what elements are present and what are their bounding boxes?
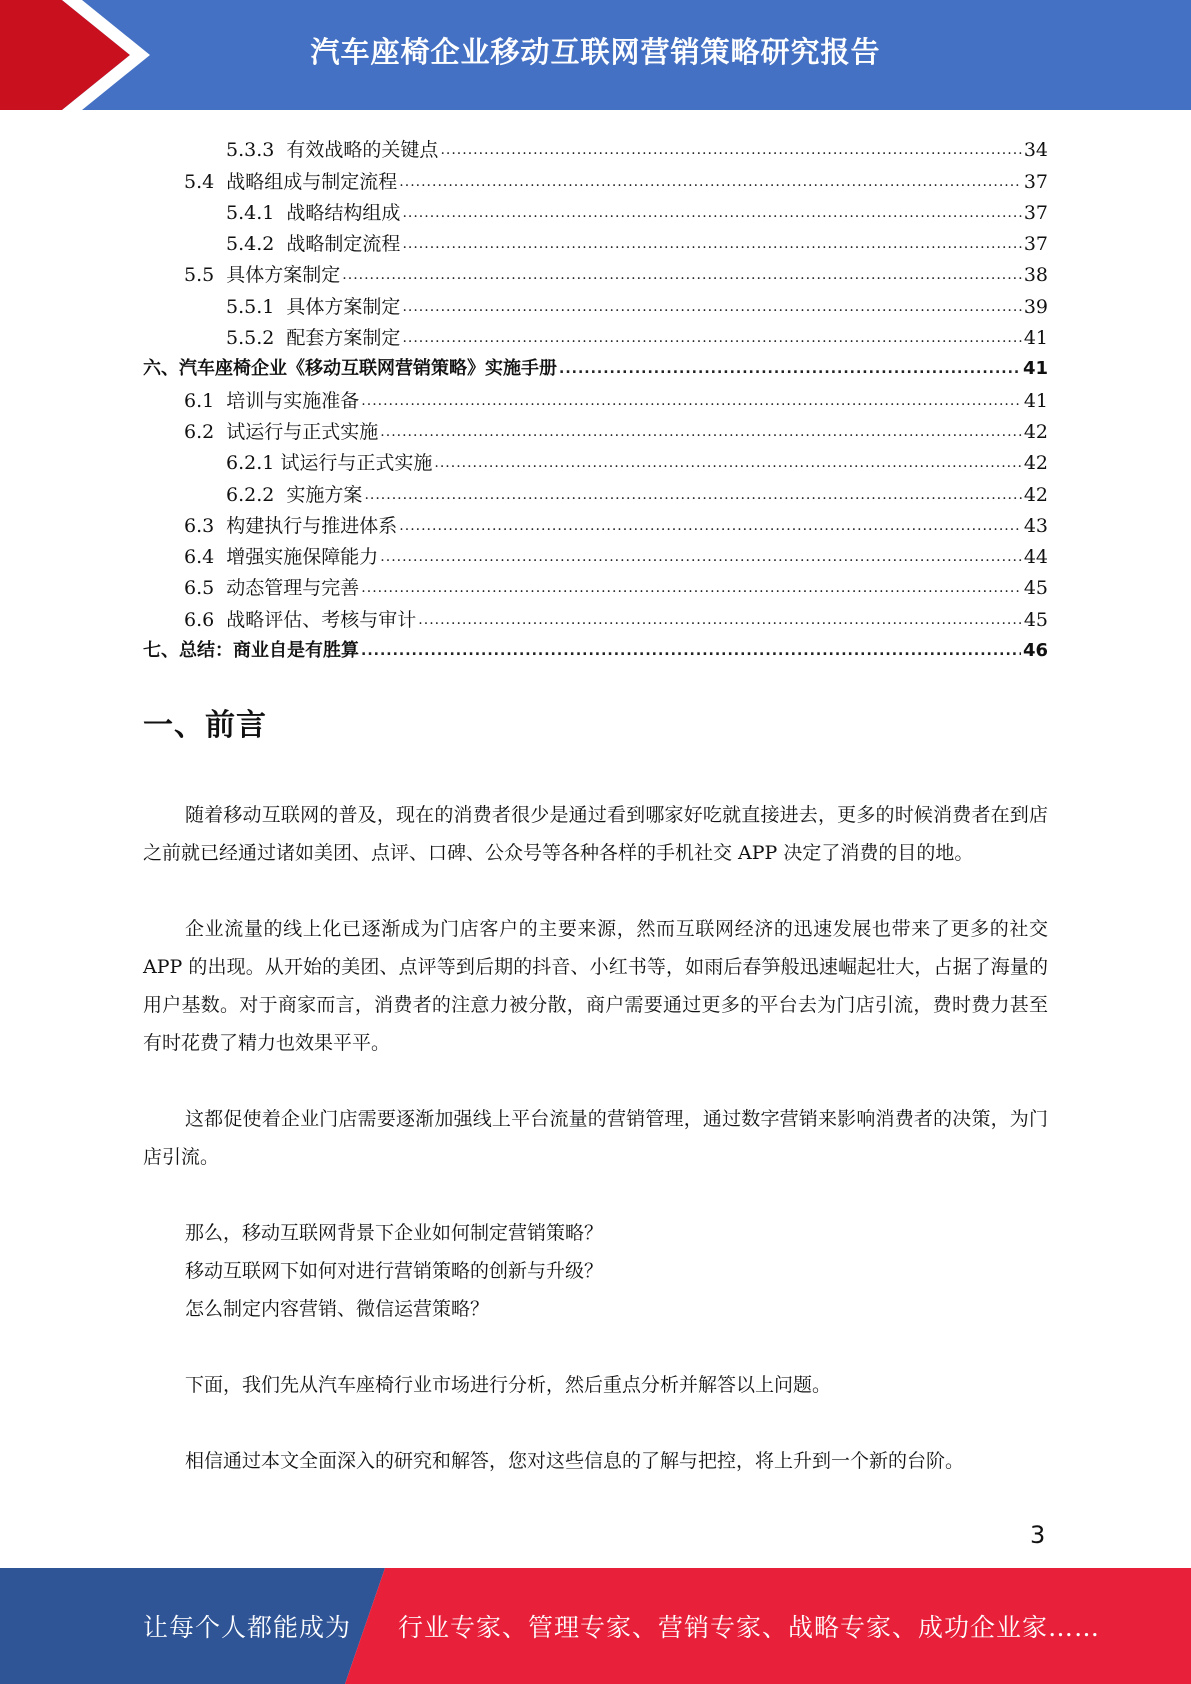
toc-entry[interactable] — [143, 599, 1048, 630]
page-number: 3 — [1030, 1521, 1046, 1549]
toc-entry-label: 6.4 增强实施保障能力 — [184, 546, 379, 569]
toc-entry[interactable] — [143, 193, 1048, 224]
body-paragraph: 相信通过本文全面深入的研究和解答，您对这些信息的了解与把控，将上升到一个新的台阶。 — [185, 1450, 965, 1472]
toc-entry-label: 5.5.1 具体方案制定 — [226, 295, 401, 318]
toc-leader-dots — [402, 296, 1021, 318]
question-list — [143, 1214, 1048, 1328]
toc-entry[interactable] — [143, 506, 1048, 537]
table-of-contents — [143, 130, 1048, 662]
toc-entry-label: 5.5.2 配套方案制定 — [226, 327, 401, 350]
toc-entry-page: 37 — [1023, 233, 1048, 256]
toc-entry-label: 5.4 战略组成与制定流程 — [184, 170, 398, 193]
toc-leader-dots — [361, 390, 1022, 412]
toc-entry[interactable] — [143, 568, 1048, 599]
toc-entry-page: 34 — [1023, 139, 1048, 162]
toc-entry-page: 45 — [1023, 577, 1048, 600]
toc-entry[interactable] — [143, 255, 1048, 286]
question-item: 移动互联网下如何对进行营销策略的创新与升级？ — [185, 1260, 604, 1282]
toc-entry[interactable] — [143, 474, 1048, 505]
toc-entry-page: 42 — [1023, 420, 1048, 443]
toc-entry[interactable] — [143, 412, 1048, 443]
toc-leader-dots — [380, 421, 1022, 443]
toc-leader-dots — [440, 139, 1021, 161]
toc-entry-page: 45 — [1023, 608, 1048, 631]
toc-entry[interactable] — [143, 130, 1048, 161]
toc-entry[interactable] — [143, 286, 1048, 317]
toc-entry-page: 46 — [1022, 640, 1048, 662]
toc-leader-dots — [418, 609, 1022, 631]
toc-entry-page: 43 — [1023, 514, 1048, 537]
toc-entry-page: 37 — [1023, 201, 1048, 224]
toc-leader-dots — [559, 358, 1021, 380]
body-paragraph: 下面，我们先从汽车座椅行业市场进行分析，然后重点分析并解答以上问题。 — [185, 1374, 832, 1396]
toc-entry-page: 39 — [1023, 295, 1048, 318]
toc-entry-page: 41 — [1022, 358, 1048, 380]
toc-leader-dots — [399, 515, 1022, 537]
toc-leader-dots — [361, 640, 1021, 662]
toc-entry-label: 七、总结：商业自是有胜算 — [143, 640, 359, 662]
toc-entry-page: 41 — [1023, 327, 1048, 350]
toc-leader-dots — [402, 202, 1021, 224]
body-paragraph: 随着移动互联网的普及，现在的消费者很少是通过看到哪家好吃就直接进去，更多的时候消费者在到店之前就已经通过诸如美团、点评、口碑、公众号等各种各样的手机社交 APP 决定了消费的目的地。 — [143, 804, 1048, 864]
toc-leader-dots — [399, 171, 1022, 193]
toc-leader-dots — [434, 452, 1021, 474]
toc-entry-page: 37 — [1023, 170, 1048, 193]
toc-entry-page: 44 — [1023, 546, 1048, 569]
toc-leader-dots — [402, 327, 1021, 349]
toc-entry-page: 42 — [1023, 452, 1048, 475]
section-heading: 一、前言 — [143, 708, 267, 743]
toc-entry-label: 5.5 具体方案制定 — [184, 264, 341, 287]
question-item: 怎么制定内容营销、微信运营策略？ — [185, 1298, 490, 1320]
toc-entry-label: 6.1 培训与实施准备 — [184, 389, 360, 412]
footer-slogan-left: 让每个人都能成为 — [143, 1613, 352, 1642]
page-header — [0, 0, 1191, 110]
page-footer — [0, 1568, 1191, 1684]
toc-entry-label: 5.3.3 有效战略的关键点 — [226, 139, 439, 162]
toc-entry[interactable] — [143, 443, 1048, 474]
toc-entry-label: 6.2.2 实施方案 — [226, 483, 363, 506]
body-paragraph: 这都促使着企业门店需要逐渐加强线上平台流量的营销管理，通过数字营销来影响消费者的决策，为门店引流。 — [143, 1108, 1048, 1168]
footer-slogan-right: 行业专家、管理专家、营销专家、战略专家、成功企业家…… — [398, 1613, 1101, 1642]
toc-entry[interactable] — [143, 161, 1048, 192]
toc-entry-label: 5.4.1 战略结构组成 — [226, 201, 401, 224]
toc-entry[interactable] — [143, 380, 1048, 411]
toc-entry-page: 41 — [1023, 389, 1048, 412]
section-body — [143, 796, 1048, 1518]
toc-entry-label: 6.3 构建执行与推进体系 — [184, 514, 398, 537]
toc-leader-dots — [361, 577, 1022, 599]
toc-entry-label: 6.6 战略评估、考核与审计 — [184, 608, 417, 631]
report-title: 汽车座椅企业移动互联网营销策略研究报告 — [310, 35, 881, 69]
toc-entry-label: 5.4.2 战略制定流程 — [226, 233, 401, 256]
toc-entry-label: 6.2 试运行与正式实施 — [184, 420, 379, 443]
toc-leader-dots — [380, 546, 1022, 568]
toc-entry-page: 38 — [1023, 264, 1048, 287]
toc-entry[interactable] — [143, 318, 1048, 349]
toc-chapter-entry[interactable] — [143, 631, 1048, 662]
toc-entry-label: 6.2.1 试运行与正式实施 — [226, 452, 433, 475]
toc-entry[interactable] — [143, 224, 1048, 255]
toc-leader-dots — [364, 484, 1021, 506]
toc-chapter-entry[interactable] — [143, 349, 1048, 380]
toc-entry-page: 42 — [1023, 483, 1048, 506]
toc-entry-label: 六、汽车座椅企业《移动互联网营销策略》实施手册 — [143, 358, 557, 380]
toc-entry[interactable] — [143, 537, 1048, 568]
body-paragraph: 企业流量的线上化已逐渐成为门店客户的主要来源，然而互联网经济的迅速发展也带来了更多的社交 APP 的出现。从开始的美团、点评等到后期的抖音、小红书等，如雨后春笋般迅速崛起壮大，占据了海量的用户基数。对于商家而言，消费者的注意力被分散，商户需要通过更多的平台去为门店引流，费时费力甚至有时花费了精力也效果平平。 — [143, 918, 1048, 1054]
question-item: 那么，移动互联网背景下企业如何制定营销策略？ — [185, 1222, 604, 1244]
toc-leader-dots — [342, 264, 1022, 286]
toc-entry-label: 6.5 动态管理与完善 — [184, 577, 360, 600]
toc-leader-dots — [402, 233, 1021, 255]
